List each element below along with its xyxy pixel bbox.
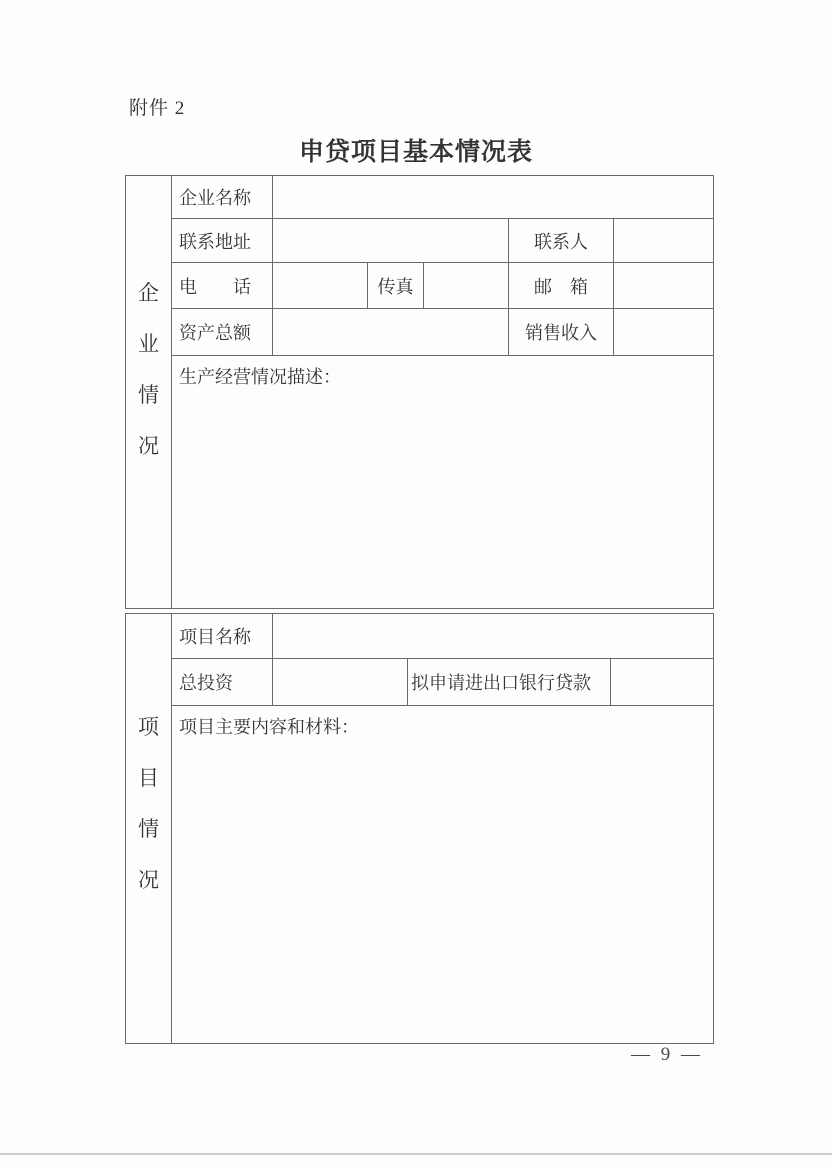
project-name-label: 项目名称 bbox=[172, 614, 273, 659]
phone-value-cell bbox=[273, 263, 368, 309]
contact-address-value-cell bbox=[273, 219, 509, 263]
enterprise-section-vertical-header bbox=[126, 176, 172, 609]
page-number: — 9 — bbox=[631, 1044, 703, 1065]
sales-revenue-label: 销售收入 bbox=[509, 309, 614, 356]
vertical-header-char: 业 bbox=[138, 332, 159, 356]
total-investment-value-cell bbox=[273, 659, 408, 706]
vertical-header-char: 项 bbox=[138, 715, 159, 739]
email-label: 邮 箱 bbox=[509, 263, 614, 309]
project-name-value-cell bbox=[273, 614, 714, 659]
total-assets-label: 资产总额 bbox=[172, 309, 273, 356]
vertical-header-char: 况 bbox=[138, 434, 159, 458]
total-assets-value-cell bbox=[273, 309, 509, 356]
enterprise-info-table bbox=[125, 175, 714, 609]
vertical-header-char: 情 bbox=[138, 817, 159, 841]
fax-label: 传真 bbox=[368, 263, 424, 309]
contact-person-value-cell bbox=[614, 219, 714, 263]
phone-label: 电 话 bbox=[172, 263, 273, 309]
total-investment-label: 总投资 bbox=[172, 659, 273, 706]
company-name-value-cell bbox=[273, 176, 714, 219]
email-value-cell bbox=[614, 263, 714, 309]
contact-person-label: 联系人 bbox=[509, 219, 614, 263]
scan-edge-artifact bbox=[0, 1153, 832, 1155]
vertical-header-char: 况 bbox=[138, 868, 159, 892]
operations-description-cell: 生产经营情况描述： bbox=[172, 356, 714, 609]
vertical-header-char: 企 bbox=[138, 281, 159, 305]
attachment-label: 附件 2 bbox=[129, 98, 186, 119]
document-title: 申贷项目基本情况表 bbox=[298, 139, 533, 166]
project-section-vertical-header bbox=[126, 614, 172, 1044]
exim-loan-request-label: 拟申请进出口银行贷款 bbox=[408, 659, 611, 706]
sales-revenue-value-cell bbox=[614, 309, 714, 356]
exim-loan-request-value-cell bbox=[611, 659, 714, 706]
fax-value-cell bbox=[424, 263, 509, 309]
contact-address-label: 联系地址 bbox=[172, 219, 273, 263]
project-main-content-cell: 项目主要内容和材料： bbox=[172, 706, 714, 1044]
project-info-table bbox=[125, 613, 714, 1044]
company-name-label: 企业名称 bbox=[172, 176, 273, 219]
vertical-header-char: 情 bbox=[138, 383, 159, 407]
vertical-header-char: 目 bbox=[138, 766, 159, 790]
